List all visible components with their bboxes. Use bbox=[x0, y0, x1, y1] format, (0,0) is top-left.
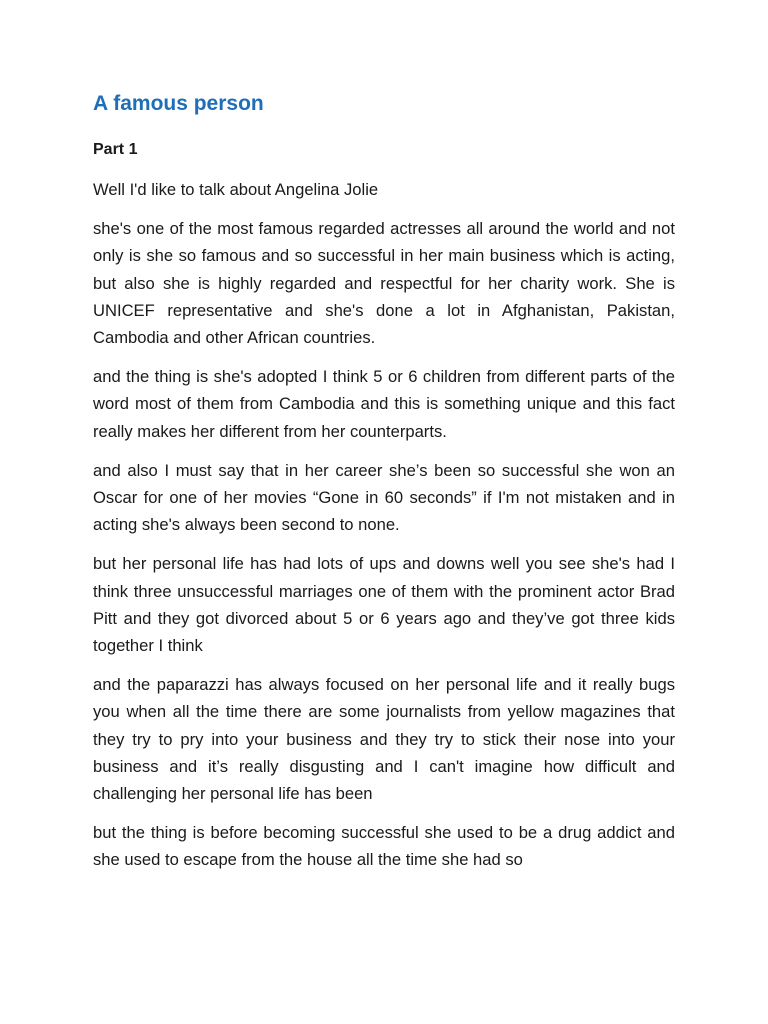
paragraph-personal-life: but her personal life has had lots of ups and downs well you see she's had I think three unsuccessful marriages one of them with the prominent actor Brad Pitt and they got divorced about 5 or 6 years ago and they’ve got three kids together I think bbox=[93, 554, 675, 656]
paragraph-fame: she's one of the most famous regarded actresses all around the world and not only is she so famous and so successful in her main business which is acting, but also she is highly regarded and respectful for her charity work. She is UNICEF representative and she's done a lot in Afghanistan, Pakistan, Cambodia and other African countries. bbox=[93, 219, 675, 348]
paragraph-intro: Well I'd like to talk about Angelina Jolie bbox=[93, 180, 379, 199]
document-title: A famous person bbox=[93, 92, 264, 115]
paragraph-adoption: and the thing is she's adopted I think 5 or 6 children from different parts of the word most of them from Cambodia and this is something unique and this fact really makes her different from her counterparts. bbox=[93, 367, 675, 441]
paragraph-career: and also I must say that in her career she’s been so successful she won an Oscar for one of her movies “Gone in 60 seconds” if I'm not mistaken and in acting she's always been second to none. bbox=[93, 460, 675, 535]
document-page bbox=[93, 90, 675, 886]
paragraph-paparazzi: and the paparazzi has always focused on her personal life and it really bugs you when all the time there are some journalists from yellow magazines that they try to pry into your business and they try to stick their nose into your business and it’s really disgusting and I can't imagine how difficult and challenging her personal life has been bbox=[93, 675, 675, 804]
part-heading: Part 1 bbox=[93, 141, 138, 158]
paragraph-before-success: but the thing is before becoming successful she used to be a drug addict and she used to escape from the house all the time she had so bbox=[93, 823, 675, 870]
